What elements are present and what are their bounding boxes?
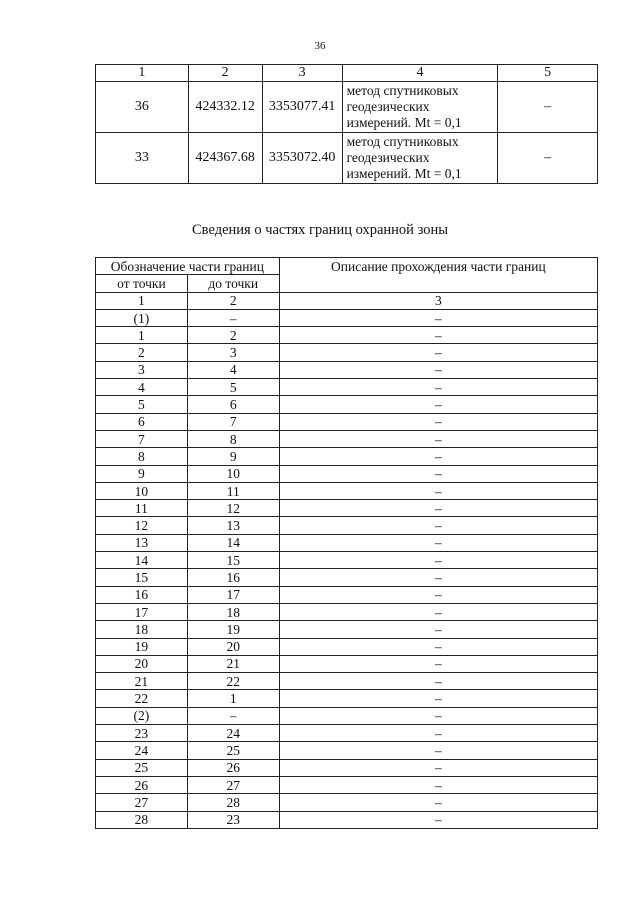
- table-row: [96, 361, 598, 378]
- description-cell: –: [279, 776, 597, 793]
- from-point-cell: 18: [96, 621, 188, 638]
- to-point-cell: 5: [187, 379, 279, 396]
- to-point-cell: 8: [187, 430, 279, 447]
- parts-index-row: [96, 292, 598, 309]
- from-point-cell: 7: [96, 430, 188, 447]
- header-from-cell: от точки: [96, 275, 188, 292]
- table-row: [96, 534, 598, 551]
- method-cell: метод спутниковых геодезических измерений. Mt = 0,1: [342, 133, 498, 184]
- from-point-cell: 14: [96, 552, 188, 569]
- point-id-cell: 33: [96, 133, 189, 184]
- table-row: [96, 569, 598, 586]
- x-coordinate-cell: 424332.12: [188, 82, 262, 133]
- to-point-cell: 27: [187, 776, 279, 793]
- description-cell: –: [279, 517, 597, 534]
- from-point-cell: 25: [96, 759, 188, 776]
- table-row: [96, 586, 598, 603]
- header-cell: 2: [188, 65, 262, 82]
- from-point-cell: 24: [96, 742, 188, 759]
- description-cell: –: [279, 309, 597, 326]
- y-coordinate-cell: 3353072.40: [262, 133, 342, 184]
- to-point-cell: 23: [187, 811, 279, 828]
- to-point-cell: 22: [187, 673, 279, 690]
- description-cell: –: [279, 742, 597, 759]
- to-point-cell: 28: [187, 794, 279, 811]
- description-cell: –: [279, 361, 597, 378]
- description-cell: –: [279, 725, 597, 742]
- description-cell: –: [279, 430, 597, 447]
- table-row: [96, 327, 598, 344]
- table-row: [96, 638, 598, 655]
- method-cell: метод спутниковых геодезических измерений. Mt = 0,1: [342, 82, 498, 133]
- table-row: [96, 811, 598, 828]
- to-point-cell: 12: [187, 500, 279, 517]
- description-cell: –: [279, 465, 597, 482]
- table-row: [96, 344, 598, 361]
- parts-header-row: [96, 258, 598, 275]
- to-point-cell: 3: [187, 344, 279, 361]
- x-coordinate-cell: 424367.68: [188, 133, 262, 184]
- description-cell: –: [279, 621, 597, 638]
- dash-cell: –: [498, 82, 598, 133]
- description-cell: –: [279, 413, 597, 430]
- coordinates-header-row: [96, 65, 598, 82]
- description-cell: –: [279, 811, 597, 828]
- from-point-cell: 23: [96, 725, 188, 742]
- table-row: [96, 655, 598, 672]
- point-id-cell: 36: [96, 82, 189, 133]
- table-row: [96, 482, 598, 499]
- table-row: [96, 742, 598, 759]
- to-point-cell: 16: [187, 569, 279, 586]
- to-point-cell: 2: [187, 327, 279, 344]
- from-point-cell: 4: [96, 379, 188, 396]
- to-point-cell: 11: [187, 482, 279, 499]
- header-cell: 4: [342, 65, 498, 82]
- table-row: [96, 794, 598, 811]
- table-row: [96, 725, 598, 742]
- table-row: [96, 465, 598, 482]
- from-point-cell: 9: [96, 465, 188, 482]
- description-cell: –: [279, 534, 597, 551]
- description-cell: –: [279, 707, 597, 724]
- table-row: [96, 500, 598, 517]
- from-point-cell: 6: [96, 413, 188, 430]
- description-cell: –: [279, 396, 597, 413]
- description-cell: –: [279, 638, 597, 655]
- header-group-cell: Обозначение части границ: [96, 258, 280, 275]
- to-point-cell: 19: [187, 621, 279, 638]
- from-point-cell: 27: [96, 794, 188, 811]
- coordinates-table: [95, 64, 598, 184]
- table-row: [96, 552, 598, 569]
- from-point-cell: 26: [96, 776, 188, 793]
- from-point-cell: 19: [96, 638, 188, 655]
- to-point-cell: –: [187, 309, 279, 326]
- description-cell: –: [279, 690, 597, 707]
- description-cell: –: [279, 552, 597, 569]
- table-row: [96, 82, 598, 133]
- from-point-cell: 11: [96, 500, 188, 517]
- table-row: [96, 759, 598, 776]
- header-description-cell: Описание прохождения части границ: [279, 258, 597, 293]
- table-row: [96, 621, 598, 638]
- table-row: [96, 396, 598, 413]
- description-cell: –: [279, 794, 597, 811]
- table-row: [96, 309, 598, 326]
- description-cell: –: [279, 603, 597, 620]
- page-number: 36: [314, 40, 326, 52]
- from-point-cell: 1: [96, 327, 188, 344]
- from-point-cell: 10: [96, 482, 188, 499]
- y-coordinate-cell: 3353077.41: [262, 82, 342, 133]
- description-cell: –: [279, 586, 597, 603]
- to-point-cell: 20: [187, 638, 279, 655]
- header-to-cell: до точки: [187, 275, 279, 292]
- index-cell: 3: [279, 292, 597, 309]
- to-point-cell: 25: [187, 742, 279, 759]
- to-point-cell: 21: [187, 655, 279, 672]
- description-cell: –: [279, 759, 597, 776]
- from-point-cell: (2): [96, 707, 188, 724]
- from-point-cell: 8: [96, 448, 188, 465]
- table-row: [96, 448, 598, 465]
- description-cell: –: [279, 482, 597, 499]
- to-point-cell: 6: [187, 396, 279, 413]
- table-row: [96, 690, 598, 707]
- to-point-cell: 18: [187, 603, 279, 620]
- to-point-cell: 10: [187, 465, 279, 482]
- description-cell: –: [279, 673, 597, 690]
- header-cell: 3: [262, 65, 342, 82]
- from-point-cell: 16: [96, 586, 188, 603]
- table-row: [96, 379, 598, 396]
- description-cell: –: [279, 655, 597, 672]
- index-cell: 2: [187, 292, 279, 309]
- table-row: [96, 707, 598, 724]
- table-row: [96, 603, 598, 620]
- description-cell: –: [279, 569, 597, 586]
- description-cell: –: [279, 500, 597, 517]
- table-row: [96, 413, 598, 430]
- to-point-cell: 26: [187, 759, 279, 776]
- from-point-cell: 22: [96, 690, 188, 707]
- to-point-cell: 15: [187, 552, 279, 569]
- header-cell: 5: [498, 65, 598, 82]
- to-point-cell: 9: [187, 448, 279, 465]
- to-point-cell: 17: [187, 586, 279, 603]
- dash-cell: –: [498, 133, 598, 184]
- index-cell: 1: [96, 292, 188, 309]
- description-cell: –: [279, 379, 597, 396]
- from-point-cell: 3: [96, 361, 188, 378]
- to-point-cell: 7: [187, 413, 279, 430]
- from-point-cell: 15: [96, 569, 188, 586]
- from-point-cell: 5: [96, 396, 188, 413]
- to-point-cell: –: [187, 707, 279, 724]
- table-row: [96, 430, 598, 447]
- header-cell: 1: [96, 65, 189, 82]
- from-point-cell: (1): [96, 309, 188, 326]
- table-row: [96, 133, 598, 184]
- to-point-cell: 4: [187, 361, 279, 378]
- to-point-cell: 13: [187, 517, 279, 534]
- boundary-parts-table: [95, 257, 598, 829]
- from-point-cell: 2: [96, 344, 188, 361]
- from-point-cell: 17: [96, 603, 188, 620]
- from-point-cell: 20: [96, 655, 188, 672]
- to-point-cell: 24: [187, 725, 279, 742]
- section-title: Сведения о частях границ охранной зоны: [192, 222, 448, 238]
- to-point-cell: 1: [187, 690, 279, 707]
- description-cell: –: [279, 327, 597, 344]
- description-cell: –: [279, 448, 597, 465]
- from-point-cell: 12: [96, 517, 188, 534]
- table-row: [96, 517, 598, 534]
- from-point-cell: 28: [96, 811, 188, 828]
- to-point-cell: 14: [187, 534, 279, 551]
- table-row: [96, 776, 598, 793]
- from-point-cell: 13: [96, 534, 188, 551]
- from-point-cell: 21: [96, 673, 188, 690]
- table-row: [96, 673, 598, 690]
- description-cell: –: [279, 344, 597, 361]
